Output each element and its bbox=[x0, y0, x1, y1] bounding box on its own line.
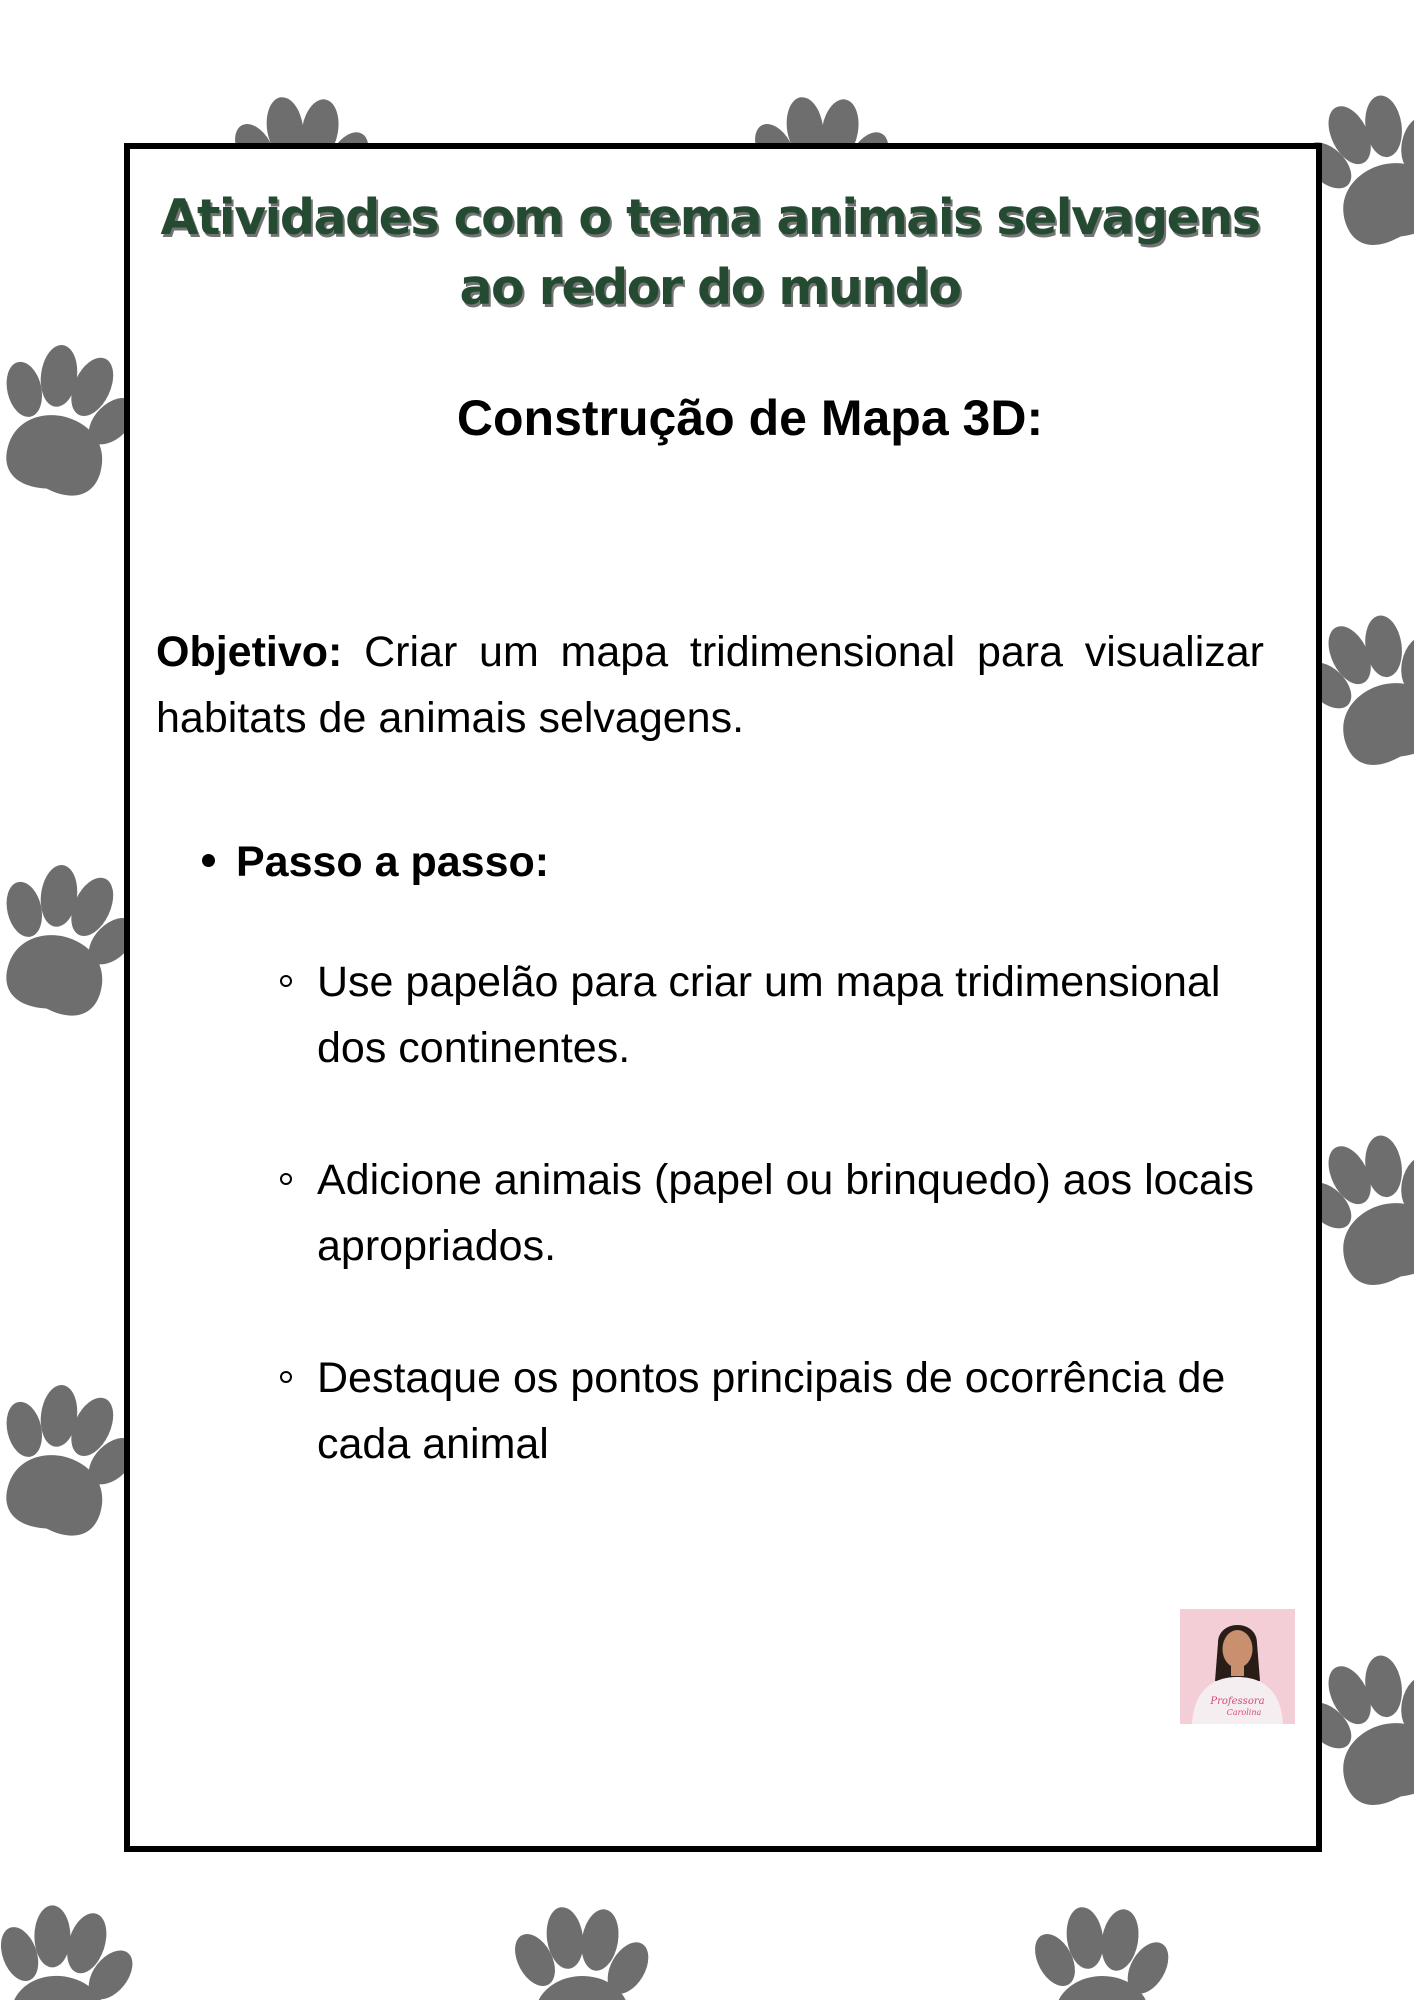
bullet-circle-icon bbox=[280, 975, 292, 987]
activity-title: Construção de Mapa 3D: bbox=[456, 390, 1044, 446]
step-item-3: Destaque os pontos principais de ocorrência de cada animal bbox=[317, 1354, 1226, 1468]
author-avatar bbox=[1180, 1609, 1295, 1724]
svg-text:Carolina: Carolina bbox=[1226, 1708, 1262, 1717]
paw-print-icon bbox=[0, 1895, 148, 2000]
bullet-circle-icon bbox=[280, 1173, 292, 1185]
objective-paragraph bbox=[156, 619, 1264, 751]
title-line-2: ao redor do mundo bbox=[459, 259, 961, 316]
bullet-disc-icon bbox=[202, 854, 215, 867]
step-item-2: Adicione animais (papel ou brinquedo) aos locais apropriados. bbox=[317, 1156, 1255, 1270]
paw-print-icon bbox=[507, 1905, 657, 2000]
bullet-circle-icon bbox=[280, 1371, 292, 1383]
objective-text: Criar um mapa tridimensional para visualizar habitats de animais selvagens. bbox=[156, 628, 1265, 742]
steps-heading: Passo a passo: bbox=[236, 838, 550, 886]
svg-text:Professora: Professora bbox=[1210, 1696, 1265, 1707]
step-item-1: Use papelão para criar um mapa tridimensional dos continentes. bbox=[317, 958, 1221, 1072]
paw-print-icon bbox=[1027, 1905, 1177, 2000]
title-line-1: Atividades com o tema animais selvagens bbox=[160, 189, 1260, 246]
activity-card bbox=[124, 143, 1322, 1852]
objective-label: Objetivo: bbox=[156, 628, 343, 676]
page-title bbox=[130, 183, 1290, 323]
